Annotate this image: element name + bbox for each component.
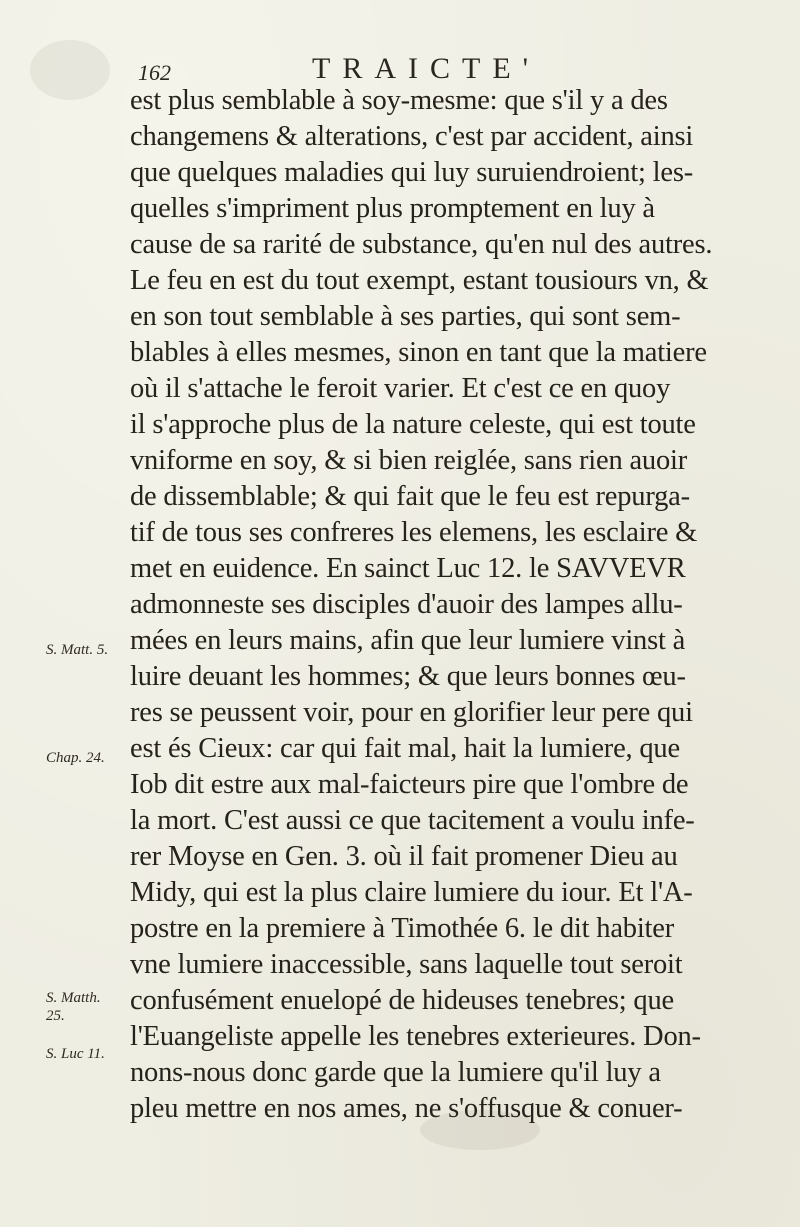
paper-stain — [420, 1110, 540, 1150]
margin-note: S. Matth. — [46, 990, 101, 1006]
text-line: confusément enuelopé de hideuses tenebres; que — [130, 985, 674, 1016]
margin-note: S. Luc 11. — [46, 1046, 105, 1062]
text-line: changemens & alterations, c'est par accident, ainsi — [130, 121, 694, 152]
text-line: il s'approche plus de la nature celeste, qui est toute — [130, 409, 696, 440]
margin-note: S. Matt. 5. — [46, 642, 109, 658]
text-line: pleu mettre en nos ames, ne s'offusque & conuer- — [130, 1093, 683, 1124]
text-line: cause de sa rarité de substance, qu'en nul des autres. — [130, 229, 713, 260]
text-line: est plus semblable à soy-mesme: que s'il y a des — [130, 85, 668, 116]
text-line: Iob dit estre aux mal-faicteurs pire que l'ombre de — [130, 769, 689, 800]
paper-stain — [30, 40, 110, 100]
text-line: est és Cieux: car qui fait mal, hait la lumiere, que — [130, 733, 680, 764]
text-line: en son tout semblable à ses parties, qui sont sem- — [130, 301, 681, 332]
text-line: luire deuant les hommes; & que leurs bonnes œu- — [130, 661, 686, 692]
text-line: Midy, qui est la plus claire lumiere du iour. Et l'A- — [130, 877, 693, 908]
page-number: 162 — [138, 60, 171, 85]
text-line: tif de tous ses confreres les elemens, les esclaire & — [130, 517, 698, 548]
margin-note: Chap. 24. — [46, 750, 105, 766]
text-line: la mort. C'est aussi ce que tacitement a voulu infe- — [130, 805, 695, 836]
text-line: vniforme en soy, & si bien reiglée, sans rien auoir — [130, 445, 688, 476]
text-line: de dissemblable; & qui fait que le feu est repurga- — [130, 481, 690, 512]
text-line: admonneste ses disciples d'auoir des lampes allu- — [130, 589, 683, 620]
running-title: TRAICTE' — [312, 52, 541, 85]
margin-note: 25. — [46, 1008, 65, 1024]
text-line: mées en leurs mains, afin que leur lumiere vinst à — [130, 625, 686, 656]
text-line: où il s'attache le feroit varier. Et c'est ce en quoy — [130, 373, 671, 404]
text-line: met en euidence. En sainct Luc 12. le SAVVEVR — [130, 553, 686, 584]
text-line: que quelques maladies qui luy suruiendroient; les- — [130, 157, 694, 188]
text-line: vne lumiere inaccessible, sans laquelle tout seroit — [130, 949, 683, 980]
text-line: Le feu en est du tout exempt, estant tousiours vn, & — [130, 265, 709, 296]
text-line: rer Moyse en Gen. 3. où il fait promener Dieu au — [130, 841, 678, 872]
text-line: blables à elles mesmes, sinon en tant que la matiere — [130, 337, 707, 368]
text-line: quelles s'impriment plus promptement en luy à — [130, 193, 655, 224]
text-line: l'Euangeliste appelle les tenebres exterieures. Don- — [130, 1021, 701, 1052]
text-line: postre en la premiere à Timothée 6. le dit habiter — [130, 913, 675, 944]
text-line: res se peussent voir, pour en glorifier leur pere qui — [130, 697, 693, 728]
text-line: nons-nous donc garde que la lumiere qu'il luy a — [130, 1057, 661, 1088]
